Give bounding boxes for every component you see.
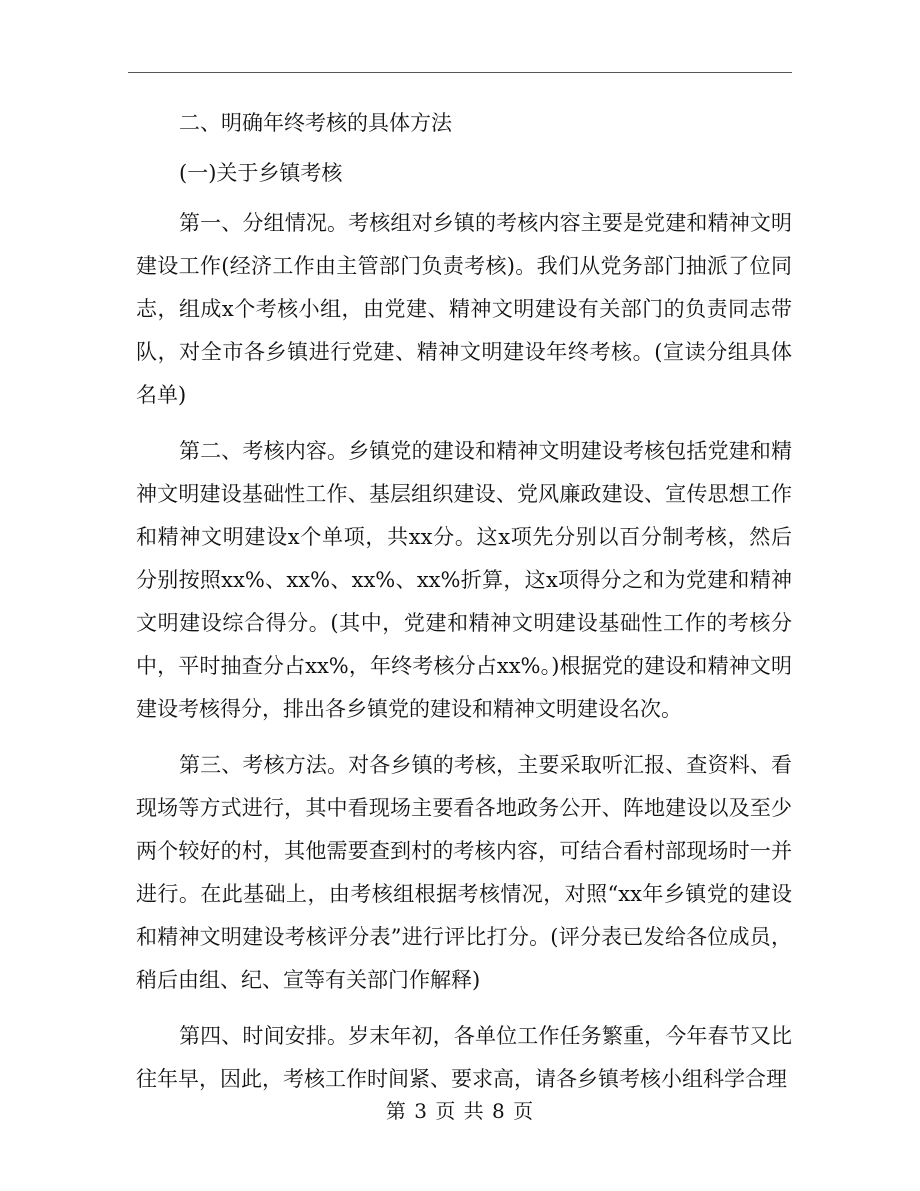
section-heading: 二、明确年终考核的具体方法 <box>179 111 452 135</box>
header-rule <box>128 72 792 73</box>
paragraph-grouping: 第一、分组情况。考核组对乡镇的考核内容主要是党建和精神文明建设工作(经济工作由主管部门负责考核)。我们从党务部门抽派了位同志，组成x个考核小组，由党建、精神文明建设有关部门的负责同志带队，对全市各乡镇进行党建、精神文明建设年终考核。(宣读分组具体名单) <box>136 211 792 407</box>
document-body <box>136 102 792 1114</box>
page-number: 第 3 页 共 8 页 <box>385 1099 535 1123</box>
subsection-heading: (一)关于乡镇考核 <box>179 161 343 185</box>
paragraph-content: 第二、考核内容。乡镇党的建设和精神文明建设考核包括党建和精神文明建设基础性工作、基层组织建设、党风廉政建设、宣传思想工作和精神文明建设x个单项，共xx分。这x项先分别以百分制考核，然后分别按照xx%、xx%、xx%、xx%折算，这x项得分之和为党建和精神文明建设综合得分。(其中，党建和精神文明建设基础性工作的考核分中，平时抽查分占xx%，年终考核分占xx%。)根据党的建设和精神文明建设考核得分，排出各乡镇党的建设和精神文明建设名次。 <box>136 439 792 721</box>
paragraph-method: 第三、考核方法。对各乡镇的考核，主要采取听汇报、查资料、看现场等方式进行，其中看现场主要看各地政务公开、阵地建设以及至少两个较好的村，其他需要查到村的考核内容，可结合看村部现场时一并进行。在此基础上，由考核组根据考核情况，对照“xx年乡镇党的建设和精神文明建设考核评分表”进行评比打分。(评分表已发给各位成员，稍后由组、纪、宣等有关部门作解释) <box>136 753 792 992</box>
paragraph-schedule: 第四、时间安排。岁末年初，各单位工作任务繁重，今年春节又比往年早，因此，考核工作时间紧、要求高，请各乡镇考核小组科学合理 <box>136 1024 792 1091</box>
